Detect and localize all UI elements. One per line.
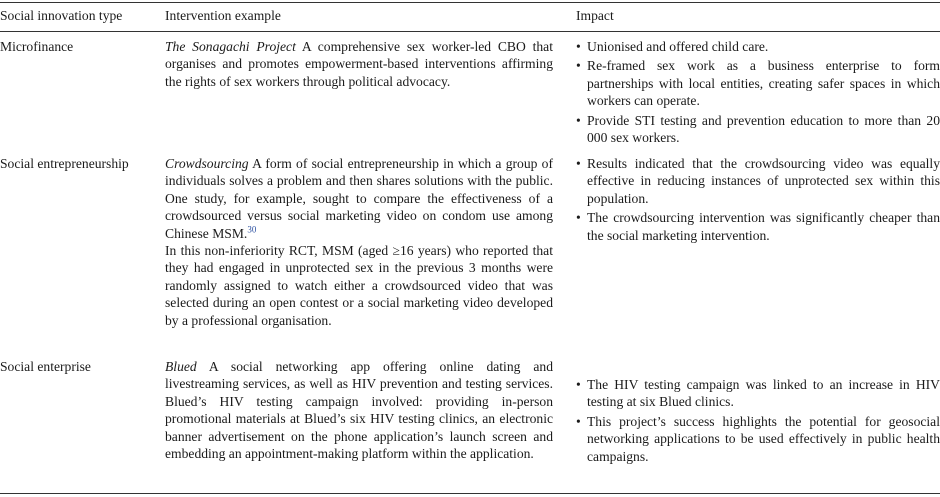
row-example: [165, 155, 553, 329]
impact-item: • This project’s success highlights the potential for geosocial networking applications to be used effectively in public health campaigns.: [576, 413, 940, 465]
row-impact: [576, 38, 940, 148]
example-title: Blued: [165, 359, 197, 374]
row-example: [165, 358, 553, 462]
example-title: Crowdsourcing: [165, 156, 249, 171]
row-type: Social entrepreneurship: [0, 156, 129, 171]
impact-item: • The crowdsourcing intervention was significantly cheaper than the social marketing intervention.: [576, 209, 940, 244]
row-example: [165, 38, 553, 90]
row-impact: [576, 376, 940, 467]
row-impact: [576, 155, 940, 246]
impact-item: • Results indicated that the crowdsourcing video was equally effective in reducing instances of unprotected sex within this population.: [576, 155, 940, 207]
header-example: Intervention example: [165, 8, 281, 23]
example-text: A social networking app offering online dating and livestreaming services, as well as HIV prevention and testing services. Blued’s HIV testing campaign involved: providing in-person promotional materials at Blued’s six HIV testing clinics, an electronic banner advertisement on the phone application’s launch screen and embedding an appointment-making platform within the application.: [165, 359, 553, 462]
example-text: A form of social entrepreneurship in which a group of individuals solves a problem and then shares solutions with the public. One study, for example, sought to compare the effectiveness of a crowdsourced versus social marketing video on condom use among Chinese MSM.: [165, 156, 553, 241]
bottom-rule: [0, 493, 940, 494]
top-rule: [0, 2, 940, 3]
example-text: A comprehensive sex worker-led CBO that organises and promotes empowerment-based interventions affirming the rights of sex workers through political advocacy.: [165, 39, 553, 89]
impact-item: • The HIV testing campaign was linked to an increase in HIV testing at six Blued clinics.: [576, 376, 940, 411]
row-type: Social enterprise: [0, 359, 91, 374]
reference-link[interactable]: 30: [247, 224, 257, 235]
row-type: Microfinance: [0, 39, 74, 54]
impact-item: • Unionised and offered child care.: [576, 38, 940, 55]
header-type: Social innovation type: [0, 8, 123, 23]
impact-item: • Re-framed sex work as a business enterprise to form partnerships with local entities, creating safer spaces in which workers can operate.: [576, 57, 940, 109]
example-title: The Sonagachi Project: [165, 39, 296, 54]
example-text-continued: In this non-inferiority RCT, MSM (aged ≥16 years) who reported that they had engaged in unprotected sex in the previous 3 months were randomly assigned to watch either a crowdsourced video that was selected during an open contest or a social marketing video developed by a professional organisation.: [165, 243, 553, 328]
impact-item: • Provide STI testing and prevention education to more than 20 000 sex workers.: [576, 112, 940, 147]
header-rule: [0, 31, 940, 32]
header-impact: Impact: [576, 8, 614, 23]
